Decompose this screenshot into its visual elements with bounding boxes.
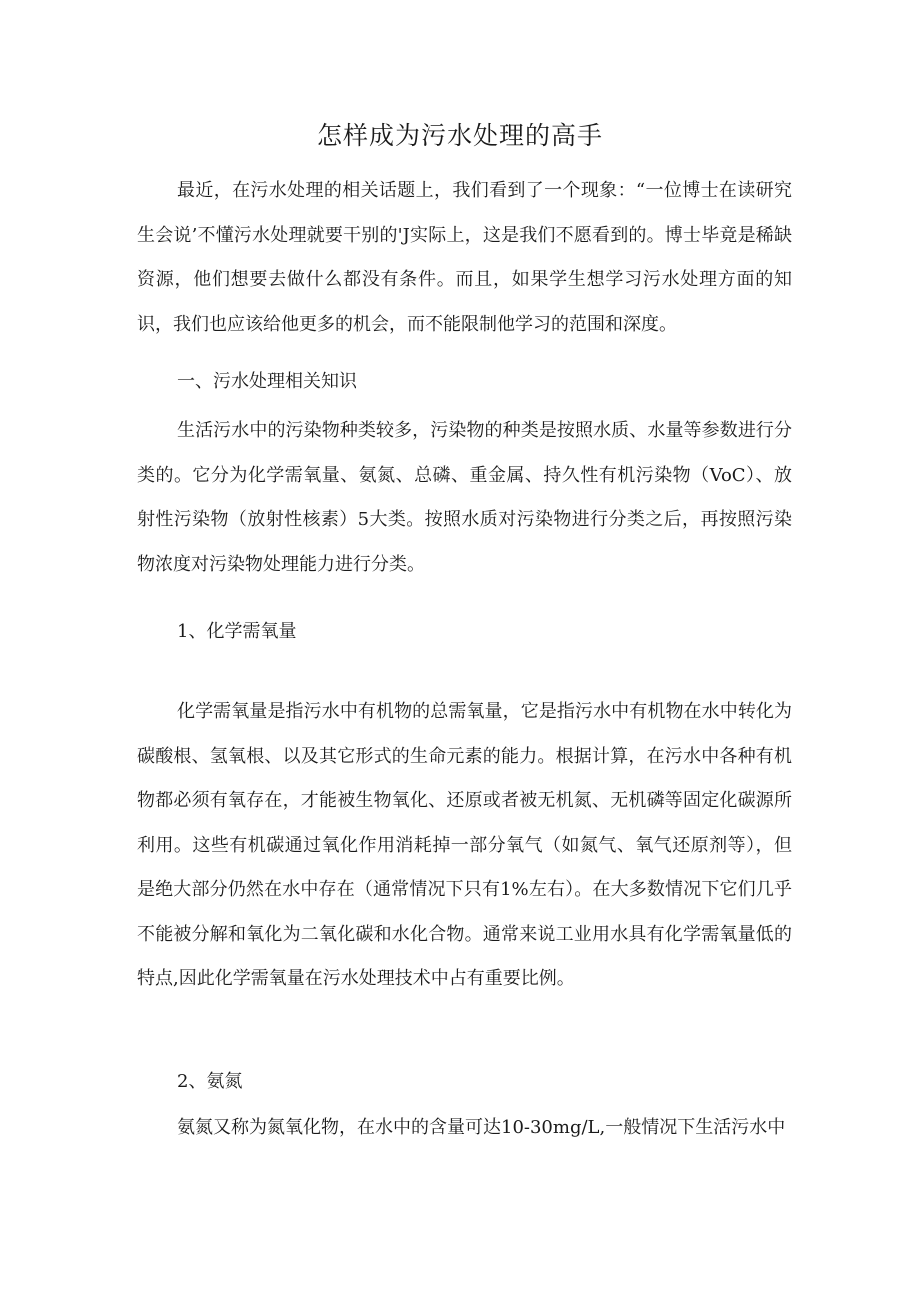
subsection-heading-ammonia: 2、氨氮 <box>177 1071 243 1092</box>
subsection-heading-cod: 1、化学需氧量 <box>177 621 297 642</box>
pollutant-categories-paragraph: 生活污水中的污染物种类较多，污染物的种类是按照水质、水量等参数进行分类的。它分为化学需氧量、氨氮、总磷、重金属、持久性有机污染物（VoC）、放射性污染物（放射性核素）5大类。按照水质对污染物进行分类之后，再按照污染物浓度对污染物处理能力进行分类。 <box>137 420 792 575</box>
intro-paragraph: 最近，在污水处理的相关话题上，我们看到了一个现象：“一位博士在读研究生会说’不懂污水处理就要干别的'J实际上，这是我们不愿看到的。博士毕竟是稀缺资源，他们想要去做什么都没有条件。而且，如果学生想学习污水处理方面的知识，我们也应该给他更多的机会，而不能限制他学习的范围和深度。 <box>137 180 792 335</box>
cod-paragraph: 化学需氧量是指污水中有机物的总需氧量，它是指污水中有机物在水中转化为碳酸根、氢氧根、以及其它形式的生命元素的能力。根据计算，在污水中各种有机物都必须有氧存在，才能被生物氧化、还原或者被无机氮、无机磷等固定化碳源所利用。这些有机碳通过氧化作用消耗掉一部分氧气（如氮气、氧气还原剂等），但是绝大部分仍然在水中存在（通常情况下只有1%左右）。在大多数情况下它们几乎不能被分解和氧化为二氧化碳和水化合物。通常来说工业用水具有化学需氧量低的特点,因此化学需氧量在污水处理技术中占有重要比例。 <box>137 701 792 989</box>
document-title: 怎样成为污水处理的高手 <box>316 121 603 150</box>
section-heading-knowledge: 一、污水处理相关知识 <box>177 371 357 392</box>
ammonia-paragraph: 氨氮又称为氮氧化物，在水中的含量可达10-30mg∕L,一般情况下生活污水中 <box>177 1117 786 1138</box>
